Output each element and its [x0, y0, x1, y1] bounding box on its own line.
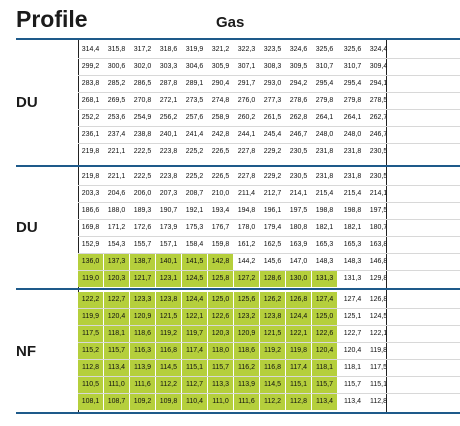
- table-cell: 146,8: [369, 258, 388, 265]
- table-cell: 325,6: [315, 46, 334, 53]
- footer-rule: [16, 412, 460, 414]
- table-cell: 163,9: [289, 241, 308, 248]
- table-cell: 325,6: [343, 46, 362, 53]
- table-cell: 182,1: [343, 224, 362, 231]
- table-cell: 108,7: [104, 394, 129, 410]
- table-cell: 122,6: [208, 309, 233, 325]
- table-cell: 148,3: [315, 258, 334, 265]
- table-cell: 225,2: [185, 173, 204, 180]
- table-cell: 268,1: [81, 97, 100, 104]
- table-cell: 172,6: [133, 224, 152, 231]
- table-row: [78, 144, 460, 161]
- table-cell: 113,4: [312, 394, 337, 410]
- table-cell: 119,2: [156, 326, 181, 342]
- table-cell: 197,5: [369, 207, 388, 214]
- table-cell: 258,9: [211, 114, 230, 121]
- table-cell: 118,1: [312, 360, 337, 376]
- table-row: [78, 237, 460, 254]
- table-cell: 123,1: [156, 271, 181, 287]
- table-cell: 128,6: [260, 271, 285, 287]
- table-cell: 193,4: [211, 207, 230, 214]
- table-cell: 118,6: [130, 326, 155, 342]
- table-cell: 125,6: [234, 292, 259, 308]
- table-cell: 121,5: [156, 309, 181, 325]
- table-cell: 299,2: [81, 63, 100, 70]
- table-cell: 158,4: [185, 241, 204, 248]
- table-cell: 117,4: [182, 343, 207, 359]
- table-cell: 140,1: [156, 254, 181, 270]
- table-cell: 230,5: [369, 173, 388, 180]
- table-cell: 124,5: [182, 271, 207, 287]
- table-cell: 111,6: [234, 394, 259, 410]
- table-row: [78, 360, 460, 377]
- table-cell: 278,6: [289, 97, 308, 104]
- table-row: [78, 254, 460, 271]
- table-row: [78, 343, 460, 360]
- table-cell: 114,5: [156, 360, 181, 376]
- table-cell: 310,7: [343, 63, 362, 70]
- table-cell: 115,7: [344, 381, 361, 388]
- table-cell: 317,2: [133, 46, 152, 53]
- table-cell: 162,5: [263, 241, 282, 248]
- table-cell: 229,2: [263, 173, 282, 180]
- table-cell: 295,4: [315, 80, 334, 87]
- table-cell: 264,1: [343, 114, 362, 121]
- table-cell: 196,1: [263, 207, 282, 214]
- table-cell: 305,9: [211, 63, 230, 70]
- table-cell: 178,0: [237, 224, 256, 231]
- table-cell: 123,8: [260, 309, 285, 325]
- table-cell: 159,8: [211, 241, 230, 248]
- table-row: [78, 377, 460, 394]
- table-row: [78, 309, 460, 326]
- block-label: NF: [16, 342, 36, 360]
- table-cell: 291,7: [237, 80, 256, 87]
- table-cell: 236,1: [81, 131, 100, 138]
- table-cell: 304,6: [185, 63, 204, 70]
- table-cell: 229,2: [263, 148, 282, 155]
- table-cell: 208,7: [185, 190, 204, 197]
- table-cell: 192,1: [185, 207, 204, 214]
- table-row: [78, 169, 460, 186]
- table-cell: 169,8: [81, 224, 100, 231]
- table-cell: 321,2: [211, 46, 230, 53]
- table-cell: 214,1: [289, 190, 308, 197]
- table-row: [78, 220, 460, 237]
- table-cell: 194,8: [237, 207, 256, 214]
- table-cell: 119,8: [370, 347, 387, 354]
- table-cell: 113,9: [130, 360, 155, 376]
- table-cell: 118,1: [104, 326, 129, 342]
- table-cell: 180,7: [369, 224, 388, 231]
- table-cell: 121,5: [260, 326, 285, 342]
- table-cell: 214,1: [369, 190, 388, 197]
- table-cell: 246,7: [369, 131, 388, 138]
- table-cell: 230,5: [369, 148, 388, 155]
- table-cell: 252,2: [81, 114, 100, 121]
- table-cell: 126,8: [286, 292, 311, 308]
- table-cell: 116,3: [130, 343, 155, 359]
- table-cell: 121,7: [130, 271, 155, 287]
- table-cell: 127,4: [343, 296, 362, 303]
- table-cell: 157,1: [159, 241, 178, 248]
- table-cell: 182,1: [315, 224, 334, 231]
- table-cell: 269,5: [107, 97, 126, 104]
- table-row: [78, 110, 460, 127]
- table-cell: 115,7: [104, 343, 129, 359]
- table-cell: 238,8: [133, 131, 152, 138]
- table-cell: 300,6: [107, 63, 126, 70]
- table-cell: 119,0: [78, 271, 103, 287]
- table-cell: 122,1: [182, 309, 207, 325]
- table-cell: 190,7: [159, 207, 178, 214]
- table-row: [78, 186, 460, 203]
- table-cell: 120,9: [130, 309, 155, 325]
- table-cell: 122,1: [369, 330, 388, 337]
- table-cell: 264,1: [315, 114, 334, 121]
- table-cell: 110,5: [78, 377, 103, 393]
- table-cell: 274,8: [211, 97, 230, 104]
- table-cell: 262,7: [369, 114, 388, 121]
- table-cell: 113,9: [234, 377, 259, 393]
- table-cell: 227,8: [237, 173, 256, 180]
- table-cell: 225,2: [185, 148, 204, 155]
- table-cell: 117,5: [78, 326, 103, 342]
- table-cell: 278,5: [369, 97, 388, 104]
- table-cell: 289,1: [185, 80, 204, 87]
- table-cell: 113,4: [344, 398, 361, 405]
- table-cell: 246,7: [289, 131, 308, 138]
- table-cell: 197,5: [289, 207, 308, 214]
- table-cell: 111,6: [130, 377, 155, 393]
- table-row: [78, 127, 460, 144]
- table-row: [78, 59, 460, 76]
- profile-block: [16, 40, 460, 165]
- table-cell: 231,8: [315, 173, 334, 180]
- table-cell: 230,5: [289, 148, 308, 155]
- table-cell: 244,1: [237, 131, 256, 138]
- table-cell: 226,5: [211, 148, 230, 155]
- table-cell: 161,2: [237, 241, 256, 248]
- table-cell: 198,8: [315, 207, 334, 214]
- table-cell: 145,6: [263, 258, 282, 265]
- table-cell: 130,0: [286, 271, 311, 287]
- table-cell: 122,2: [78, 292, 103, 308]
- table-cell: 112,2: [156, 377, 181, 393]
- table-cell: 118,1: [344, 364, 361, 371]
- table-cell: 126,2: [260, 292, 285, 308]
- table-cell: 219,8: [81, 148, 100, 155]
- table-cell: 112,8: [78, 360, 103, 376]
- table-row: [78, 93, 460, 110]
- table-cell: 294,1: [369, 80, 388, 87]
- table-cell: 116,8: [156, 343, 181, 359]
- block-label: DU: [16, 219, 38, 236]
- table-cell: 126,8: [369, 296, 388, 303]
- table-cell: 315,8: [107, 46, 126, 53]
- table-cell: 144,2: [237, 258, 256, 265]
- table-cell: 155,7: [133, 241, 152, 248]
- table-cell: 115,2: [78, 343, 103, 359]
- table-cell: 122,7: [104, 292, 129, 308]
- table-cell: 307,1: [237, 63, 256, 70]
- table-cell: 112,8: [286, 394, 311, 410]
- table-cell: 223,8: [159, 148, 178, 155]
- table-cell: 186,6: [81, 207, 100, 214]
- table-cell: 253,6: [107, 114, 126, 121]
- table-cell: 215,4: [343, 190, 362, 197]
- table-cell: 123,2: [234, 309, 259, 325]
- table-cell: 109,2: [130, 394, 155, 410]
- table-cell: 119,8: [286, 343, 311, 359]
- table-cell: 122,7: [343, 330, 362, 337]
- table-cell: 318,6: [159, 46, 178, 53]
- table-cell: 112,8: [370, 398, 387, 405]
- table-cell: 210,0: [211, 190, 230, 197]
- table-cell: 115,7: [208, 360, 233, 376]
- table-cell: 324,4: [369, 46, 388, 53]
- table-cell: 223,8: [159, 173, 178, 180]
- table-cell: 231,8: [343, 148, 362, 155]
- table-cell: 203,3: [81, 190, 100, 197]
- table-cell: 116,8: [260, 360, 285, 376]
- table-cell: 117,4: [286, 360, 311, 376]
- table-cell: 115,1: [182, 360, 207, 376]
- table-cell: 136,0: [78, 254, 103, 270]
- table-cell: 129,8: [369, 275, 388, 282]
- table-cell: 279,8: [315, 97, 334, 104]
- table-cell: 124,5: [369, 313, 388, 320]
- table-cell: 272,1: [159, 97, 178, 104]
- table-cell: 254,9: [133, 114, 152, 121]
- table-cell: 270,8: [133, 97, 152, 104]
- table-cell: 237,4: [107, 131, 126, 138]
- profile-block: [16, 290, 460, 412]
- table-cell: 120,9: [234, 326, 259, 342]
- table-cell: 286,5: [133, 80, 152, 87]
- table-cell: 287,8: [159, 80, 178, 87]
- table-cell: 176,7: [211, 224, 230, 231]
- table-cell: 137,3: [104, 254, 129, 270]
- table-cell: 109,8: [156, 394, 181, 410]
- table-cell: 111,0: [104, 377, 129, 393]
- table-cell: 138,7: [130, 254, 155, 270]
- table-cell: 180,8: [289, 224, 308, 231]
- table-cell: 309,5: [289, 63, 308, 70]
- table-cell: 147,0: [289, 258, 308, 265]
- table-cell: 120,3: [208, 326, 233, 342]
- table-cell: 175,3: [185, 224, 204, 231]
- table-cell: 257,6: [185, 114, 204, 121]
- table-cell: 277,3: [263, 97, 282, 104]
- table-cell: 221,1: [107, 148, 126, 155]
- table-cell: 231,8: [343, 173, 362, 180]
- table-cell: 152,9: [81, 241, 100, 248]
- table-cell: 222,5: [133, 173, 152, 180]
- table-cell: 127,2: [234, 271, 259, 287]
- table-cell: 154,3: [107, 241, 126, 248]
- table-cell: 323,5: [263, 46, 282, 53]
- table-cell: 240,1: [159, 131, 178, 138]
- table-cell: 283,8: [81, 80, 100, 87]
- table-cell: 131,3: [343, 275, 362, 282]
- table-cell: 198,8: [343, 207, 362, 214]
- table-row: [78, 76, 460, 93]
- table-cell: 125,8: [208, 271, 233, 287]
- table-cell: 309,4: [369, 63, 388, 70]
- table-cell: 171,2: [107, 224, 126, 231]
- table-row: [78, 326, 460, 343]
- table-cell: 119,9: [78, 309, 103, 325]
- table-cell: 173,9: [159, 224, 178, 231]
- table-cell: 112,2: [260, 394, 285, 410]
- table-cell: 110,4: [182, 394, 207, 410]
- table-cell: 120,4: [104, 309, 129, 325]
- table-cell: 125,1: [343, 313, 362, 320]
- table-cell: 211,4: [238, 190, 255, 197]
- table-cell: 112,7: [182, 377, 207, 393]
- table-cell: 119,2: [260, 343, 285, 359]
- table-cell: 125,0: [312, 309, 337, 325]
- table-cell: 215,4: [315, 190, 334, 197]
- table-cell: 290,4: [211, 80, 230, 87]
- table-cell: 165,3: [343, 241, 362, 248]
- table-cell: 227,8: [237, 148, 256, 155]
- table-cell: 189,3: [133, 207, 152, 214]
- block-label: DU: [16, 94, 38, 111]
- table-cell: 124,4: [182, 292, 207, 308]
- table-cell: 119,7: [182, 326, 207, 342]
- table-cell: 273,5: [185, 97, 204, 104]
- table-cell: 125,0: [208, 292, 233, 308]
- table-cell: 148,3: [343, 258, 362, 265]
- table-cell: 120,4: [312, 343, 337, 359]
- table-cell: 118,0: [208, 343, 233, 359]
- table-cell: 212,7: [263, 190, 282, 197]
- table-cell: 260,2: [237, 114, 256, 121]
- table-cell: 163,8: [369, 241, 388, 248]
- table-cell: 221,1: [107, 173, 126, 180]
- table-cell: 141,5: [182, 254, 207, 270]
- table-cell: 262,8: [289, 114, 308, 121]
- table-cell: 120,4: [343, 347, 362, 354]
- table-cell: 123,8: [156, 292, 181, 308]
- table-cell: 248,0: [315, 131, 334, 138]
- table-cell: 108,1: [78, 394, 103, 410]
- table-subtitle: Gas: [216, 14, 245, 31]
- table-cell: 302,0: [133, 63, 152, 70]
- table-cell: 116,2: [234, 360, 259, 376]
- table-cell: 179,4: [263, 224, 282, 231]
- table-cell: 204,6: [107, 190, 126, 197]
- table-cell: 206,0: [133, 190, 152, 197]
- profile-block: [16, 167, 460, 288]
- table-cell: 294,2: [289, 80, 308, 87]
- table-cell: 319,9: [185, 46, 204, 53]
- table-cell: 127,4: [312, 292, 337, 308]
- table-cell: 310,7: [315, 63, 334, 70]
- table-cell: 115,1: [286, 377, 311, 393]
- table-cell: 276,0: [237, 97, 256, 104]
- table-cell: 111,0: [208, 394, 233, 410]
- table-row: [78, 292, 460, 309]
- table-cell: 314,4: [81, 46, 100, 53]
- table-cell: 293,0: [263, 80, 282, 87]
- table-cell: 245,4: [263, 131, 282, 138]
- table-cell: 248,0: [343, 131, 362, 138]
- table-cell: 115,7: [312, 377, 337, 393]
- table-cell: 117,5: [370, 364, 387, 371]
- table-cell: 188,0: [107, 207, 126, 214]
- table-cell: 230,5: [289, 173, 308, 180]
- table-cell: 115,1: [370, 381, 387, 388]
- table-cell: 231,8: [315, 148, 334, 155]
- table-cell: 322,3: [237, 46, 256, 53]
- table-cell: 324,6: [289, 46, 308, 53]
- table-cell: 303,3: [159, 63, 178, 70]
- table-cell: 295,4: [343, 80, 362, 87]
- table-cell: 113,4: [104, 360, 129, 376]
- table-cell: 222,5: [133, 148, 152, 155]
- table-cell: 122,1: [286, 326, 311, 342]
- table-cell: 241,4: [185, 131, 204, 138]
- table-row: [78, 42, 460, 59]
- table-row: [78, 394, 460, 411]
- table-cell: 142,8: [208, 254, 233, 270]
- page-title: Profile: [16, 6, 88, 32]
- table-cell: 308,3: [263, 63, 282, 70]
- table-cell: 285,2: [107, 80, 126, 87]
- table-cell: 120,3: [104, 271, 129, 287]
- table-cell: 124,4: [286, 309, 311, 325]
- table-cell: 114,5: [260, 377, 285, 393]
- table-cell: 113,3: [208, 377, 233, 393]
- table-row: [78, 203, 460, 220]
- table-cell: 207,3: [159, 190, 178, 197]
- table-cell: 123,3: [130, 292, 155, 308]
- table-cell: 226,5: [211, 173, 230, 180]
- table-cell: 131,3: [312, 271, 337, 287]
- table-cell: 219,8: [81, 173, 100, 180]
- table-cell: 242,8: [211, 131, 230, 138]
- table-row: [78, 271, 460, 288]
- table-cell: 118,6: [234, 343, 259, 359]
- table-cell: 256,2: [159, 114, 178, 121]
- table-cell: 165,3: [315, 241, 334, 248]
- table-cell: 279,8: [343, 97, 362, 104]
- table-cell: 261,5: [263, 114, 282, 121]
- table-cell: 122,6: [312, 326, 337, 342]
